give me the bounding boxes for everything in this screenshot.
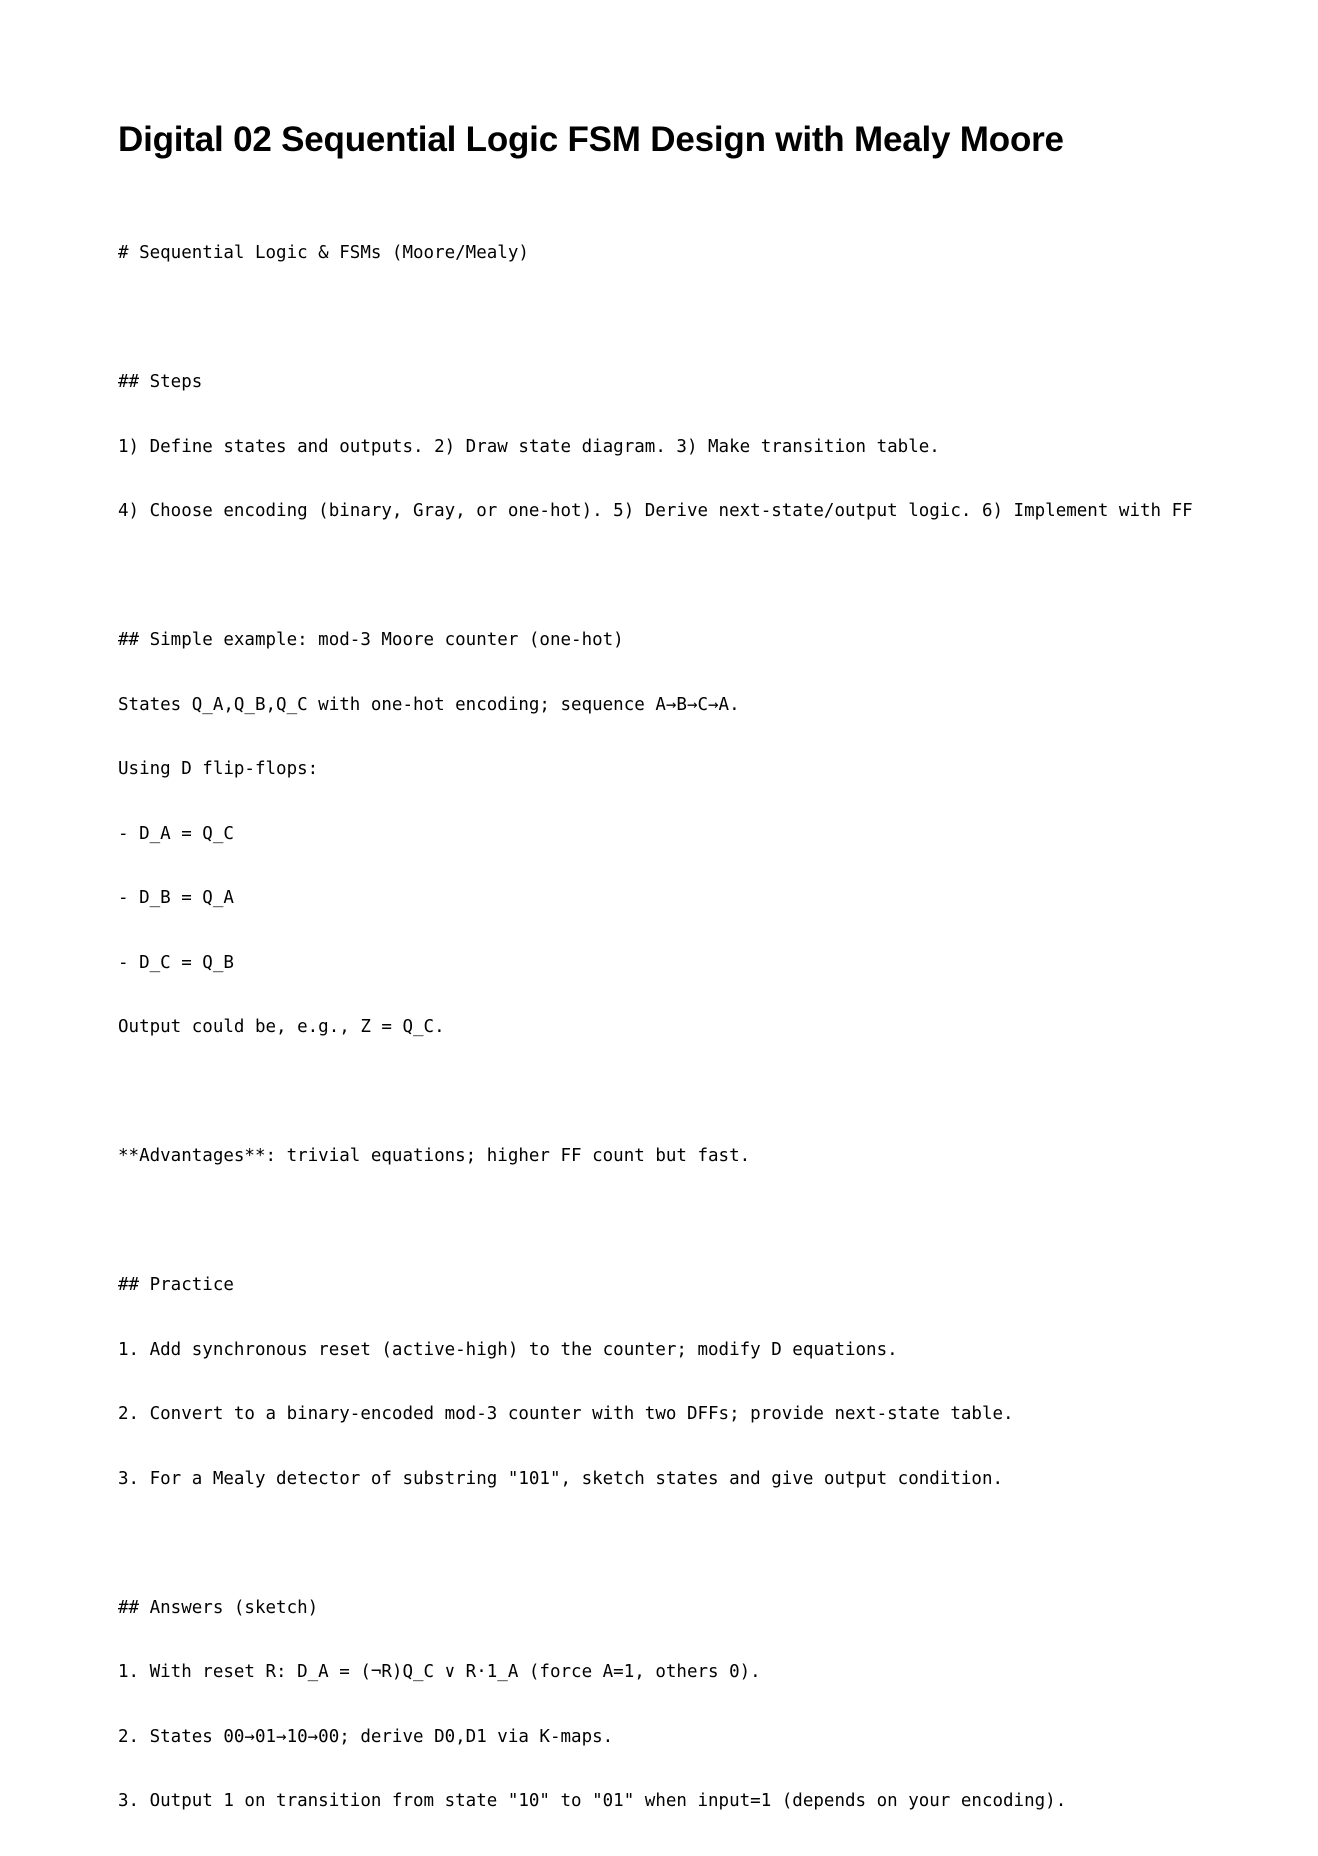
practice-item-1: 1. Add synchronous reset (active-high) to the counter; modify D equations. (118, 1339, 898, 1360)
heading-simple-example: ## Simple example: mod-3 Moore counter (one-hot) (118, 630, 624, 650)
equation-db: - D_B = Q_A (118, 888, 234, 908)
heading-main: # Sequential Logic & FSMs (Moore/Mealy) (118, 243, 529, 263)
example-states-line: States Q_A,Q_B,Q_C with one-hot encoding; sequence A→B→C→A. (118, 694, 740, 715)
document-body (118, 200, 1318, 1856)
blank-line (118, 1082, 1318, 1104)
blank-line (118, 1533, 1318, 1555)
equation-dc: - D_C = Q_B (118, 952, 234, 973)
steps-line-1: 1) Define states and outputs. 2) Draw state diagram. 3) Make transition table. (118, 436, 940, 457)
example-flipflops-line: Using D flip-flops: (118, 759, 319, 779)
answer-item-1: 1. With reset R: D_A = (¬R)Q_C ∨ R·1_A (force A=1, others 0). (118, 1662, 761, 1682)
heading-answers: ## Answers (sketch) (118, 1597, 319, 1618)
equation-da: - D_A = Q_C (118, 823, 234, 844)
advantages-line: **Advantages**: trivial equations; higher FF count but fast. (118, 1146, 751, 1166)
blank-line (118, 308, 1318, 330)
steps-line-2: 4) Choose encoding (binary, Gray, or one-hot). 5) Derive next-state/output logic. 6) Implement with FF (118, 501, 1193, 521)
example-output-line: Output could be, e.g., Z = Q_C. (118, 1017, 445, 1037)
practice-item-3: 3. For a Mealy detector of substring "101", sketch states and give output condition. (118, 1468, 1004, 1489)
heading-practice: ## Practice (118, 1275, 234, 1295)
document-title: Digital 02 Sequential Logic FSM Design with Mealy Moore (118, 120, 1064, 159)
practice-item-2: 2. Convert to a binary-encoded mod-3 counter with two DFFs; provide next-state table. (118, 1404, 1014, 1424)
answer-item-3: 3. Output 1 on transition from state "10" to "01" when input=1 (depends on your encoding). (118, 1791, 1067, 1811)
answer-item-2: 2. States 00→01→10→00; derive D0,D1 via K-maps. (118, 1726, 614, 1747)
heading-steps: ## Steps (118, 372, 203, 392)
blank-line (118, 566, 1318, 588)
blank-line (118, 1211, 1318, 1233)
